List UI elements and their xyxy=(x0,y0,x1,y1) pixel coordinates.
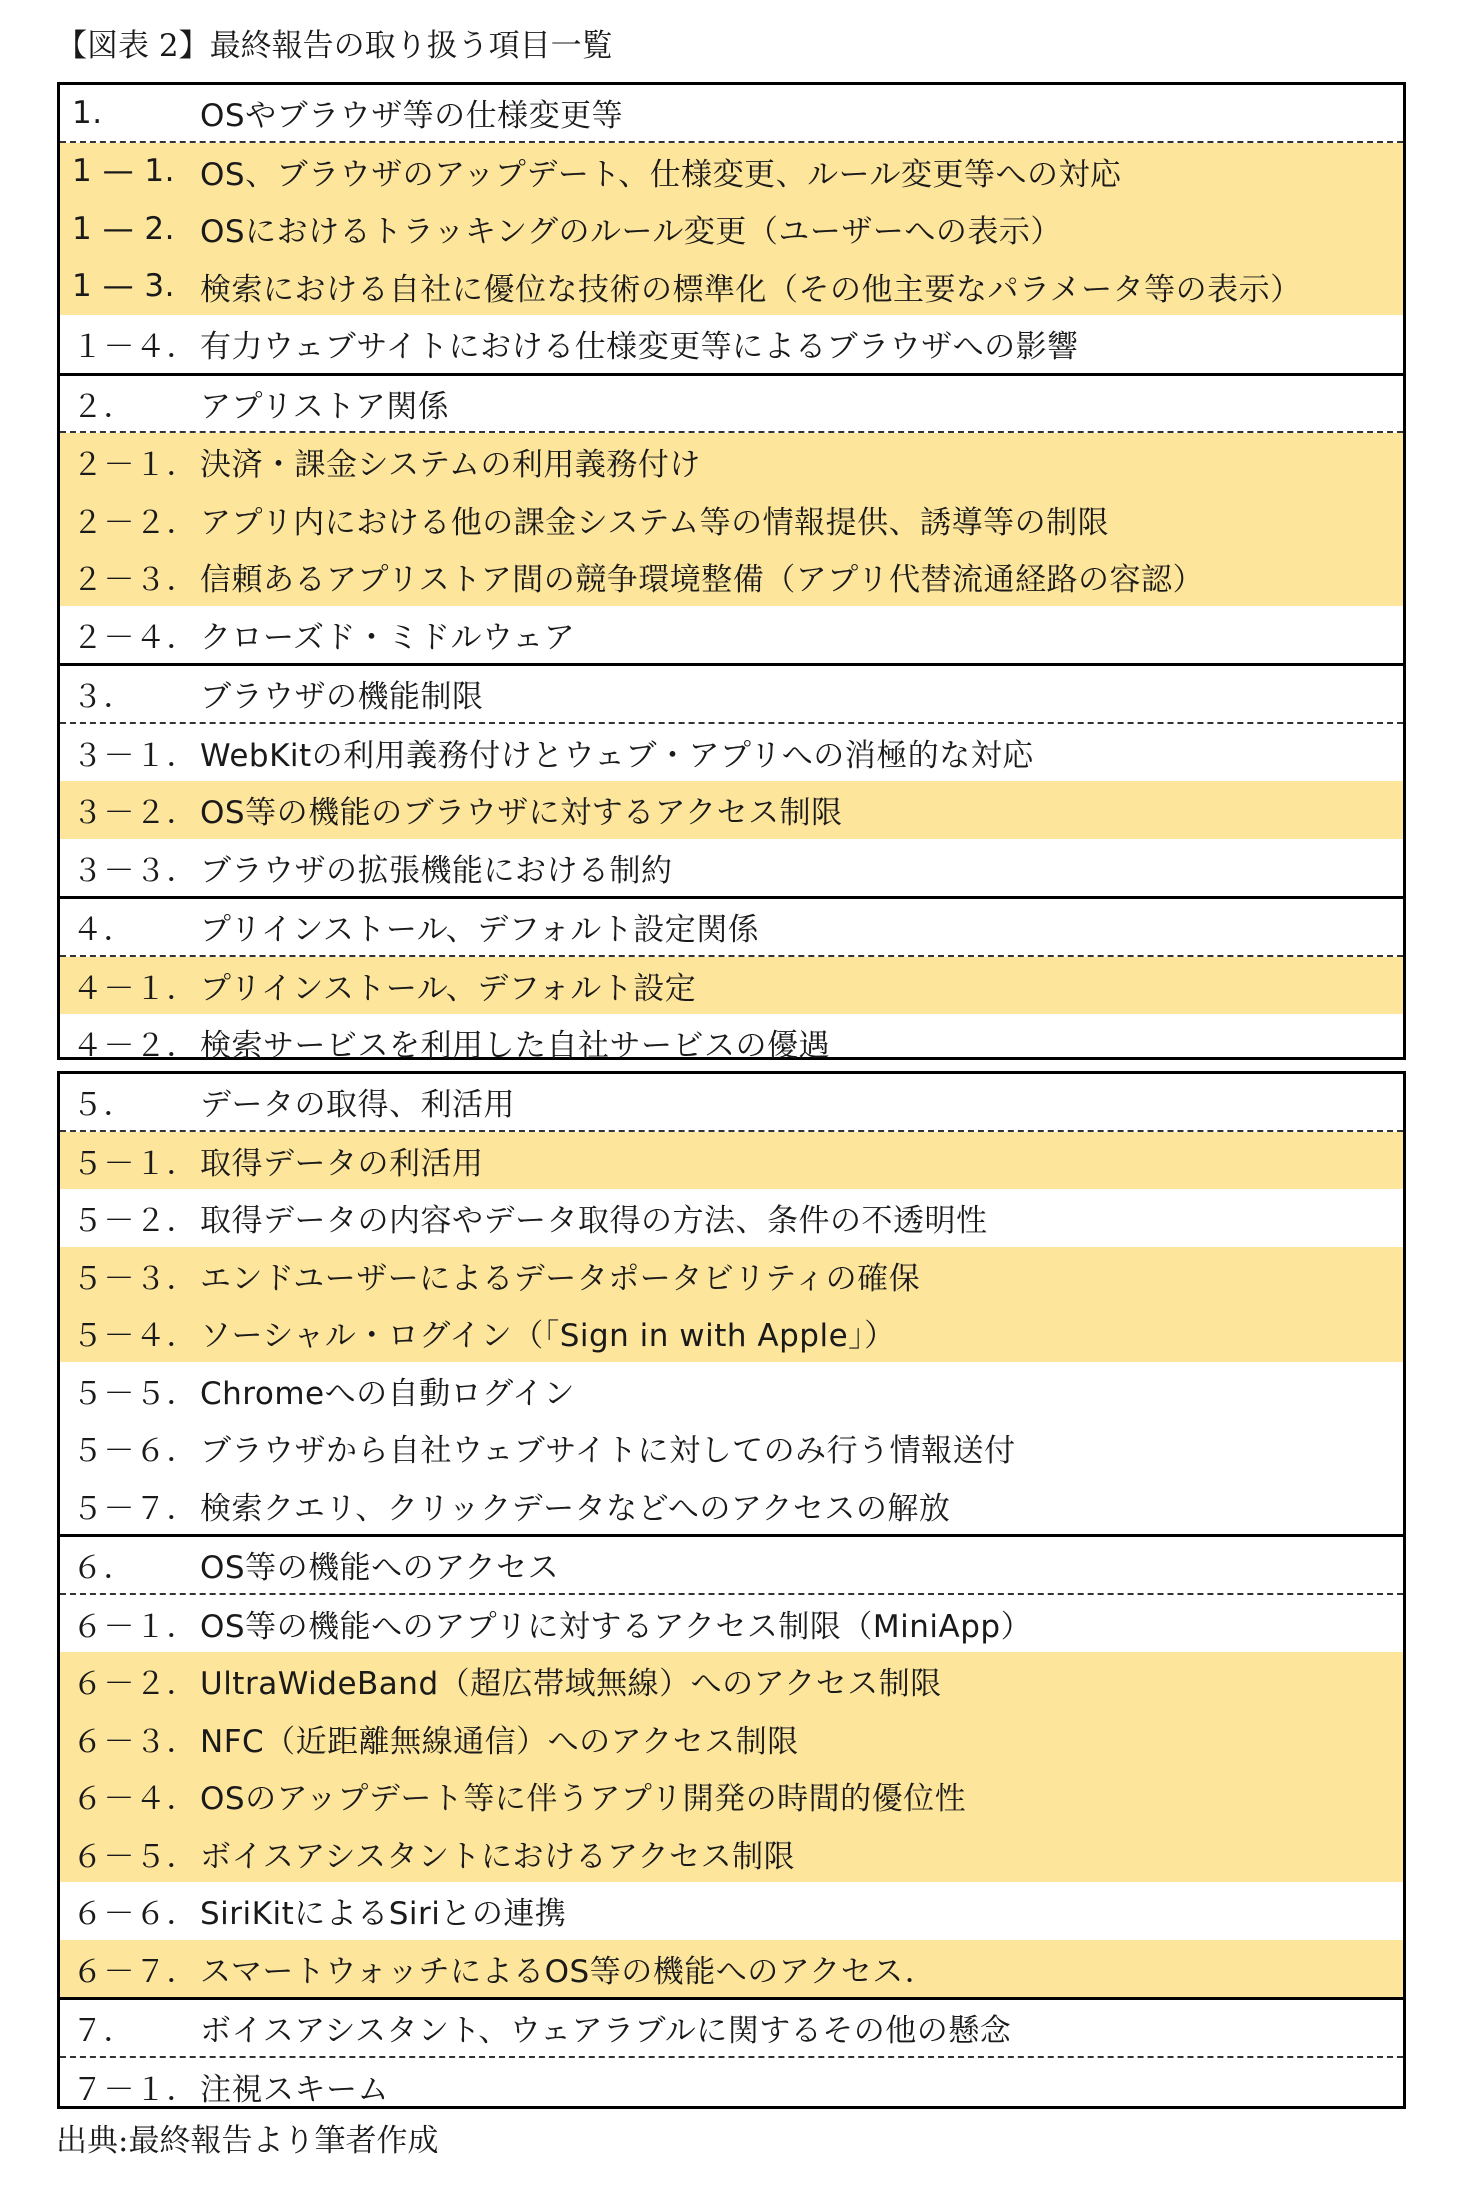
item-text: ボイスアシスタント、ウェアラブルに関するその他の懸念 xyxy=(200,2013,1012,2050)
table-row xyxy=(60,548,1403,606)
item-number: ５－１． xyxy=(72,1145,198,1182)
table-section xyxy=(60,899,1403,1072)
item-text: 決済・課金システムの利用義務付け xyxy=(200,447,701,484)
section-header xyxy=(60,1074,1403,1132)
item-text: ソーシャル・ログイン（「Sign in with Apple」） xyxy=(200,1318,896,1355)
item-text: エンドユーザーによるデータポータビリティの確保 xyxy=(200,1260,921,1297)
item-text: OSのアップデート等に伴うアプリ開発の時間的優位性 xyxy=(200,1781,967,1818)
item-number: ５－６． xyxy=(72,1433,198,1470)
item-text: プリインストール、デフォルト設定関係 xyxy=(200,912,760,949)
item-number: ６． xyxy=(72,1550,135,1587)
item-number: ２－４． xyxy=(72,619,198,656)
item-text: ボイスアシスタントにおけるアクセス制限 xyxy=(200,1838,796,1875)
page-title: 【図表 2】最終報告の取り扱う項目一覧 xyxy=(56,28,613,64)
items-table-part-2 xyxy=(57,1071,1406,2109)
item-text: 検索における自社に優位な技術の標準化（その他主要なパラメータ等の表示） xyxy=(200,271,1302,308)
table-row xyxy=(60,1189,1403,1247)
table-row xyxy=(60,1014,1403,1072)
table-row xyxy=(60,1767,1403,1825)
table-row xyxy=(60,1710,1403,1768)
item-number: １－４． xyxy=(72,329,198,366)
item-text: NFC（近距離無線通信）へのアクセス制限 xyxy=(200,1723,799,1760)
section-header xyxy=(60,666,1403,724)
item-text: 信頼あるアプリストア間の競争環境整備（アプリ代替流通経路の容認） xyxy=(200,562,1204,599)
item-number: ７． xyxy=(72,2013,135,2050)
item-number: ５． xyxy=(72,1087,135,1124)
table-row xyxy=(60,1882,1403,1940)
table-row xyxy=(60,200,1403,258)
table-row xyxy=(60,606,1403,664)
table-row xyxy=(60,839,1403,897)
table-row xyxy=(60,1132,1403,1190)
item-number: ２－２． xyxy=(72,504,198,541)
section-header xyxy=(60,1537,1403,1595)
table-row xyxy=(60,1477,1403,1535)
source-note: 出典:最終報告より筆者作成 xyxy=(56,2123,439,2159)
item-text: ブラウザから自社ウェブサイトに対してのみ行う情報送付 xyxy=(200,1433,1016,1470)
item-number: ５－３． xyxy=(72,1260,198,1297)
table-row xyxy=(60,1595,1403,1653)
item-number: 1 — 2. xyxy=(72,210,176,247)
table-row xyxy=(60,433,1403,491)
table-row xyxy=(60,957,1403,1015)
item-text: OS等の機能へのアプリに対するアクセス制限（MiniApp） xyxy=(200,1608,1033,1645)
item-text: OS、ブラウザのアップデート、仕様変更、ルール変更等への対応 xyxy=(200,156,1122,193)
item-text: Chromeへの自動ログイン xyxy=(200,1375,576,1412)
item-number: ６－２． xyxy=(72,1666,198,1703)
item-text: アプリ内における他の課金システム等の情報提供、誘導等の制限 xyxy=(200,504,1110,541)
item-number: 1. xyxy=(72,94,103,131)
item-text: SiriKitによるSiriとの連携 xyxy=(200,1896,567,1933)
table-row xyxy=(60,1940,1403,1998)
section-header xyxy=(60,2000,1403,2058)
item-text: 検索クエリ、クリックデータなどへのアクセスの解放 xyxy=(200,1490,951,1527)
table-section xyxy=(60,2000,1403,2115)
table-row xyxy=(60,1419,1403,1477)
item-number: ６－４． xyxy=(72,1781,198,1818)
item-number: ５－５． xyxy=(72,1375,198,1412)
table-section xyxy=(60,666,1403,899)
item-number: ２－３． xyxy=(72,562,198,599)
table-row xyxy=(60,2058,1403,2116)
item-text: OSやブラウザ等の仕様変更等 xyxy=(200,98,624,135)
table-row xyxy=(60,1825,1403,1883)
item-number: ４－２． xyxy=(72,1028,198,1065)
item-text: ブラウザの機能制限 xyxy=(200,679,484,716)
section-header xyxy=(60,85,1403,143)
table-section xyxy=(60,1074,1403,1537)
item-text: 取得データの内容やデータ取得の方法、条件の不透明性 xyxy=(200,1203,988,1240)
table-row xyxy=(60,724,1403,782)
item-number: ５－２． xyxy=(72,1203,198,1240)
item-text: OSにおけるトラッキングのルール変更（ユーザーへの表示） xyxy=(200,214,1062,251)
item-text: OS等の機能へのアクセス xyxy=(200,1550,560,1587)
items-table-part-1 xyxy=(57,82,1406,1065)
item-text: クローズド・ミドルウェア xyxy=(200,619,576,656)
item-text: 取得データの利活用 xyxy=(200,1145,484,1182)
section-header xyxy=(60,899,1403,957)
table-row xyxy=(60,258,1403,316)
item-number: ４． xyxy=(72,912,135,949)
item-number: ３－３． xyxy=(72,852,198,889)
item-number: ６－５． xyxy=(72,1838,198,1875)
item-text: ブラウザの拡張機能における制約 xyxy=(200,852,673,889)
table-section xyxy=(60,85,1403,376)
item-number: ２． xyxy=(72,388,135,425)
item-number: ７－１． xyxy=(72,2071,198,2108)
item-text: プリインストール、デフォルト設定 xyxy=(200,970,697,1007)
item-text: データの取得、利活用 xyxy=(200,1087,515,1124)
item-text: 注視スキーム xyxy=(200,2071,389,2108)
table-row xyxy=(60,315,1403,373)
item-number: ３． xyxy=(72,679,135,716)
table-row xyxy=(60,143,1403,201)
item-text: スマートウォッチによるOS等の機能へのアクセス． xyxy=(200,1953,937,1990)
item-text: OS等の機能のブラウザに対するアクセス制限 xyxy=(200,795,843,832)
table-section xyxy=(60,376,1403,667)
item-number: ６－６． xyxy=(72,1896,198,1933)
item-number: ５－４． xyxy=(72,1318,198,1355)
table-row xyxy=(60,1304,1403,1362)
item-text: UltraWideBand（超広帯域無線）へのアクセス制限 xyxy=(200,1666,942,1703)
table-row xyxy=(60,491,1403,549)
section-header xyxy=(60,376,1403,434)
item-number: ２－１． xyxy=(72,447,198,484)
item-number: ３－２． xyxy=(72,795,198,832)
item-number: ６－１． xyxy=(72,1608,198,1645)
table-section xyxy=(60,1537,1403,2000)
item-number: 1 — 3. xyxy=(72,268,176,305)
table-row xyxy=(60,1362,1403,1420)
item-number: ６－３． xyxy=(72,1723,198,1760)
table-row xyxy=(60,1247,1403,1305)
table-row xyxy=(60,781,1403,839)
table-row xyxy=(60,1652,1403,1710)
item-text: アプリストア関係 xyxy=(200,388,450,425)
item-number: ４－１． xyxy=(72,970,198,1007)
item-number: ６－７． xyxy=(72,1953,198,1990)
item-number: ５－７． xyxy=(72,1490,198,1527)
item-text: 有力ウェブサイトにおける仕様変更等によるブラウザへの影響 xyxy=(200,329,1079,366)
item-text: WebKitの利用義務付けとウェブ・アプリへの消極的な対応 xyxy=(200,737,1034,774)
item-text: 検索サービスを利用した自社サービスの優遇 xyxy=(200,1028,830,1065)
item-number: ３－１． xyxy=(72,737,198,774)
item-number: 1 — 1. xyxy=(72,153,176,190)
